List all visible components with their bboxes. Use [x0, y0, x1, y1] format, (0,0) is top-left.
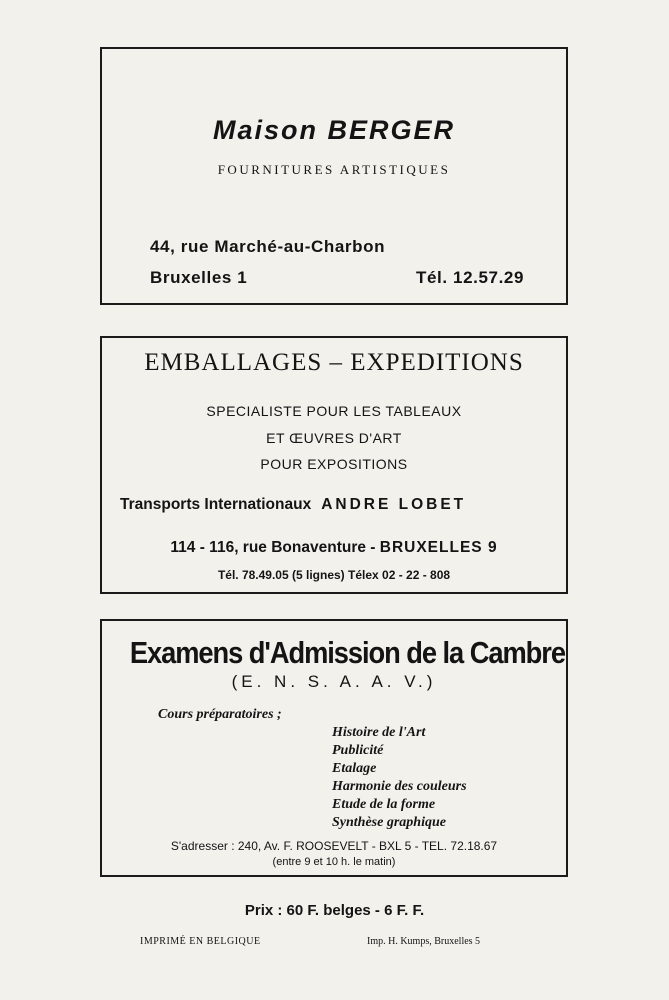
ad-title: Maison BERGER	[212, 115, 456, 145]
ad-address: 114 - 116, rue Bonaventure -	[170, 539, 376, 556]
printer-note: Imp. H. Kumps, Bruxelles 5	[367, 936, 481, 947]
subject-item: Histoire de l'Art	[332, 725, 426, 740]
ad-telephone: Tél. 12.57.29	[416, 268, 524, 287]
ad-address-line	[102, 539, 566, 557]
ad-address: S'adresser : 240, Av. F. ROOSEVELT - BXL 5 - TEL. 72.18.67	[170, 839, 498, 853]
cours-label: Cours préparatoires ;	[158, 707, 282, 722]
subject-item: Harmonie des couleurs	[332, 779, 467, 794]
specialty-line: ET ŒUVRES D'ART	[266, 430, 402, 446]
ad-subtitle: FOURNITURES ARTISTIQUES	[217, 162, 451, 177]
ad-abbreviation: (E. N. S. A. A. V.)	[231, 672, 437, 691]
ad-address: 44, rue Marché-au-Charbon	[150, 237, 386, 256]
transport-line	[120, 496, 466, 514]
ad-la-cambre	[100, 619, 568, 877]
ad-contact: Tél. 78.49.05 (5 lignes) Télex 02 - 22 - 808	[217, 568, 451, 582]
specialty-line: SPECIALISTE POUR LES TABLEAUX	[206, 403, 462, 419]
subject-item: Etude de la forme	[332, 797, 436, 812]
subject-item: Synthèse graphique	[332, 815, 446, 830]
company-name: ANDRE LOBET	[321, 496, 467, 513]
subject-item: Publicité	[332, 743, 384, 758]
ad-maison-berger	[100, 47, 568, 305]
ad-title: Examens d'Admission de la Cambre	[129, 635, 565, 670]
transport-label: Transports Internationaux	[120, 496, 312, 513]
specialty-line: POUR EXPOSITIONS	[260, 456, 408, 472]
ad-city: Bruxelles 1	[150, 268, 248, 287]
subject-item: Etalage	[332, 761, 377, 776]
ad-city: BRUXELLES 9	[379, 539, 498, 556]
ad-title: EMBALLAGES – EXPEDITIONS	[144, 349, 524, 376]
price-line: Prix : 60 F. belges - 6 F. F.	[244, 902, 425, 919]
ad-hours: (entre 9 et 10 h. le matin)	[272, 856, 396, 868]
ad-emballages-expeditions	[100, 336, 568, 594]
printed-in-note: IMPRIMÉ EN BELGIQUE	[140, 936, 261, 947]
